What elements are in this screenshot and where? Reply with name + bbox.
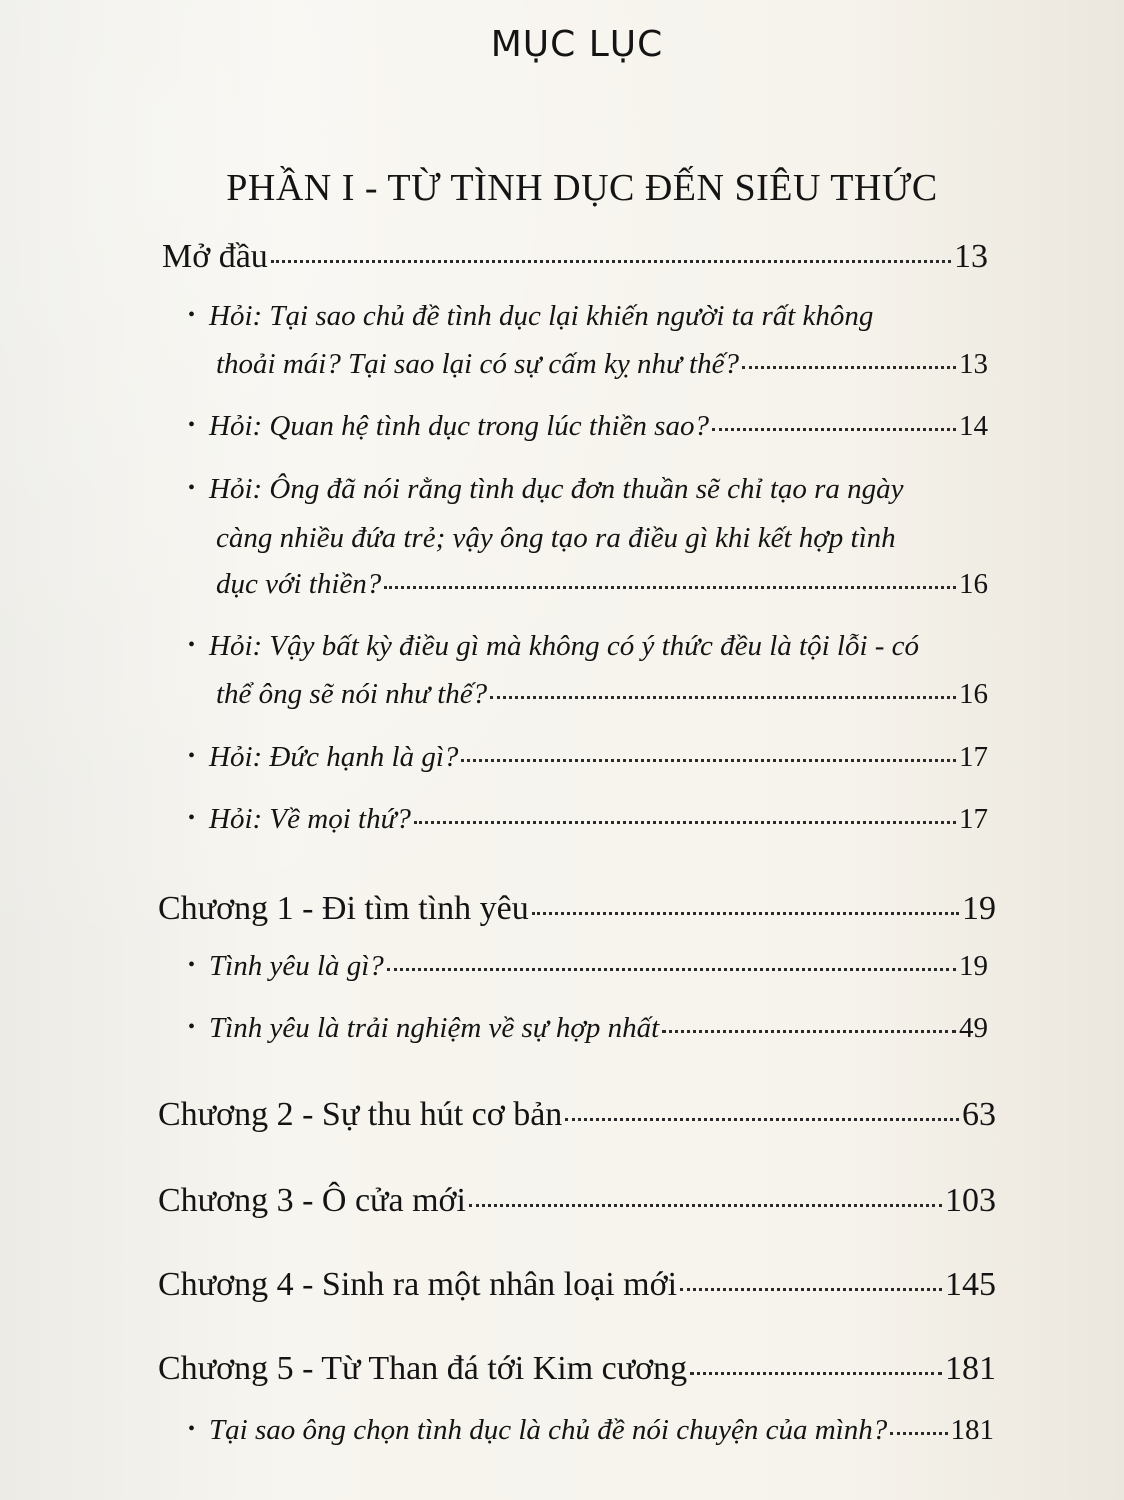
toc-subentry-text: • Hỏi: Đức hạnh là gì? — [188, 741, 459, 773]
dot-leader — [712, 428, 956, 431]
toc-entry-intro[interactable] — [162, 238, 988, 276]
toc-page-number: 63 — [962, 1096, 996, 1133]
toc-subentry-line[interactable] — [188, 473, 904, 506]
page-title: MỤC LỤC — [490, 24, 664, 65]
toc-subentry-text: • Tại sao ông chọn tình dục là chủ đề nói chuyện của mình? — [188, 1414, 888, 1446]
toc-page-number: 19 — [962, 890, 996, 927]
toc-subentry-text: • Tình yêu là gì? — [188, 950, 384, 982]
toc-page-number: 16 — [959, 678, 988, 710]
toc-page-number: 181 — [950, 1414, 994, 1446]
toc-page-number: 17 — [959, 803, 988, 835]
toc-page-number: 49 — [959, 1012, 988, 1044]
toc-subentry-text: dục với thiền? — [216, 568, 382, 600]
dot-leader — [680, 1288, 942, 1291]
toc-page-number: 19 — [959, 950, 988, 982]
bullet-icon: • — [188, 954, 196, 976]
toc-page-number: 13 — [954, 238, 988, 275]
dot-leader — [742, 366, 956, 369]
toc-subentry-text: • Tình yêu là trải nghiệm về sự hợp nhất — [188, 1012, 660, 1044]
toc-subentry-text: thoải mái? Tại sao lại có sự cấm kỵ như thế? — [216, 348, 739, 380]
toc-subentry[interactable] — [188, 1414, 994, 1447]
toc-entry-label: Chương 3 - Ô cửa mới — [158, 1182, 466, 1219]
toc-subentry[interactable] — [188, 803, 988, 836]
toc-page-number: 103 — [945, 1182, 996, 1219]
toc-entry-chapter-3[interactable] — [158, 1182, 996, 1220]
part-title: PHẦN I - TỪ TÌNH DỤC ĐẾN SIÊU THỨC — [226, 167, 938, 209]
dot-leader — [690, 1372, 942, 1375]
bullet-icon: • — [188, 414, 196, 436]
bullet-icon: • — [188, 477, 196, 499]
toc-subentry[interactable] — [216, 678, 988, 711]
toc-subentry-text: • Hỏi: Quan hệ tình dục trong lúc thiền sao? — [188, 410, 709, 442]
toc-subentry[interactable] — [216, 348, 988, 381]
toc-subentry-text: Hỏi: Tại sao chủ đề tình dục lại khiến người ta rất không — [209, 300, 874, 332]
dot-leader — [490, 696, 956, 699]
dot-leader — [532, 912, 959, 915]
toc-subentry-text: càng nhiều đứa trẻ; vậy ông tạo ra điều gì khi kết hợp tình — [216, 522, 896, 554]
dot-leader — [414, 821, 956, 824]
toc-subentry[interactable] — [216, 568, 988, 601]
toc-page-number: 17 — [959, 741, 988, 773]
toc-entry-label: Chương 1 - Đi tìm tình yêu — [158, 890, 529, 927]
toc-subentry-text: Hỏi: Vậy bất kỳ điều gì mà không có ý thức đều là tội lỗi - có — [209, 630, 920, 662]
toc-entry-label: Chương 5 - Từ Than đá tới Kim cương — [158, 1350, 688, 1387]
toc-subentry[interactable] — [188, 1012, 988, 1045]
toc-subentry-text: Hỏi: Ông đã nói rằng tình dục đơn thuần sẽ chỉ tạo ra ngày — [209, 473, 904, 505]
toc-page-number: 14 — [959, 410, 988, 442]
dot-leader — [384, 586, 956, 589]
toc-subentry-line[interactable] — [216, 522, 896, 555]
dot-leader — [890, 1432, 947, 1435]
toc-subentry-text: • Hỏi: Về mọi thứ? — [188, 803, 411, 835]
toc-page-number: 145 — [945, 1266, 996, 1303]
dot-leader — [271, 260, 951, 263]
toc-page-number: 13 — [959, 348, 988, 380]
toc-subentry-text: thể ông sẽ nói như thế? — [216, 678, 488, 710]
toc-subentry[interactable] — [188, 410, 988, 443]
dot-leader — [469, 1204, 942, 1207]
toc-entry-chapter-1[interactable] — [158, 890, 996, 928]
toc-entry-label: Chương 4 - Sinh ra một nhân loại mới — [158, 1266, 678, 1303]
toc-entry-label: Mở đầu — [162, 238, 268, 275]
toc-page-number: 16 — [959, 568, 988, 600]
toc-subentry[interactable] — [188, 741, 988, 774]
bullet-icon: • — [188, 634, 196, 656]
toc-entry-chapter-5[interactable] — [158, 1350, 996, 1388]
toc-subentry-line[interactable] — [188, 630, 919, 663]
dot-leader — [461, 759, 956, 762]
bullet-icon: • — [188, 1418, 196, 1440]
toc-entry-label: Chương 2 - Sự thu hút cơ bản — [158, 1096, 563, 1133]
dot-leader — [387, 968, 956, 971]
toc-entry-chapter-2[interactable] — [158, 1096, 996, 1134]
dot-leader — [662, 1030, 956, 1033]
toc-entry-chapter-4[interactable] — [158, 1266, 996, 1304]
toc-subentry[interactable] — [188, 950, 988, 983]
bullet-icon: • — [188, 304, 196, 326]
dot-leader — [565, 1118, 959, 1121]
toc-page-number: 181 — [945, 1350, 996, 1387]
toc-subentry-line[interactable] — [188, 300, 873, 333]
bullet-icon: • — [188, 1016, 196, 1038]
bullet-icon: • — [188, 807, 196, 829]
bullet-icon: • — [188, 745, 196, 767]
